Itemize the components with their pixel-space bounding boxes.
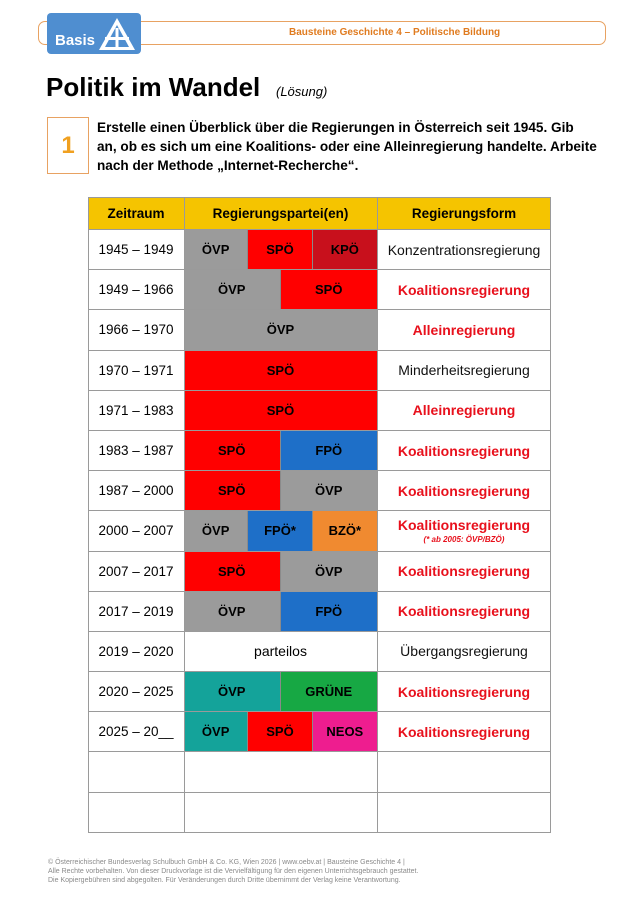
zeitraum-cell: 1949 – 1966 — [98, 282, 174, 298]
footer — [48, 858, 588, 885]
party-cell: ÖVP — [184, 592, 281, 631]
header-zeitraum: Zeitraum — [107, 205, 165, 221]
government-table — [88, 197, 551, 833]
table-row — [88, 391, 551, 431]
footnote-label: (* ab 2005: ÖVP/BZÖ) — [423, 535, 505, 545]
zeitraum-cell: 1983 – 1987 — [98, 443, 174, 459]
header-regierungsform: Regierungsform — [411, 205, 517, 221]
regierungsform-label: Übergangsregierung — [400, 643, 528, 660]
zeitraum-cell: 2017 – 2019 — [98, 603, 174, 619]
regierungsform-cell — [377, 752, 551, 791]
zeitraum-cell: 1971 – 1983 — [98, 402, 174, 418]
regierungsform-label: Koalitionsregierung — [397, 723, 531, 740]
regierungsform-cell — [377, 310, 551, 349]
table-row — [88, 672, 551, 712]
zeitraum-cell: 2025 – 20__ — [98, 724, 174, 740]
regierungsform-label: Alleinregierung — [412, 321, 516, 338]
party-cell: ÖVP — [184, 270, 281, 309]
table-row — [88, 752, 551, 792]
zeitraum-cell: 1966 – 1970 — [98, 322, 174, 338]
header-parteien: Regierungspartei(en) — [212, 205, 349, 221]
regierungsform-label: Koalitionsregierung — [397, 603, 531, 620]
regierungsform-label: Alleinregierung — [412, 402, 516, 419]
regierungsform-cell — [377, 672, 551, 711]
regierungsform-cell — [377, 632, 551, 671]
footer-line: Die Kopiergebühren sind abgegolten. Für Veränderungen durch Dritte übernimmt der Verlag keine Verantwortung. — [48, 877, 401, 884]
party-cell: GRÜNE — [281, 672, 378, 711]
party-cell: SPÖ — [184, 552, 281, 591]
party-cell: NEOS — [313, 712, 377, 751]
party-cell: SPÖ — [281, 270, 378, 309]
party-cell: ÖVP — [281, 471, 378, 510]
logo-triangle-icon — [97, 16, 137, 52]
party-cell: SPÖ — [184, 391, 377, 430]
regierungsform-cell — [377, 471, 551, 510]
zeitraum-cell — [88, 793, 184, 832]
table-row — [88, 431, 551, 471]
table-row — [88, 712, 551, 752]
table-row — [88, 270, 551, 310]
party-cell: SPÖ — [184, 431, 281, 470]
column-divider — [377, 197, 378, 833]
regierungsform-cell — [377, 230, 551, 269]
zeitraum-cell: 2007 – 2017 — [98, 563, 174, 579]
regierungsform-cell — [377, 351, 551, 390]
party-cell: ÖVP — [184, 672, 281, 711]
party-cell: ÖVP — [184, 511, 248, 550]
party-cell: FPÖ* — [248, 511, 312, 550]
footer-line: © Österreichischer Bundesverlag Schulbuch GmbH & Co. KG, Wien 2026 | www.oebv.at | Bausteine Geschichte 4 | — [48, 859, 405, 866]
table-row — [88, 592, 551, 632]
footer-line: Alle Rechte vorbehalten. Von dieser Druckvorlage ist die Vervielfältigung für den eigenen Unterrichtsgebrauch gestattet. — [48, 868, 419, 875]
zeitraum-cell: 2000 – 2007 — [98, 523, 174, 539]
table-row — [88, 552, 551, 592]
task-number: 1 — [61, 131, 75, 159]
party-cell: SPÖ — [184, 471, 281, 510]
party-cell: ÖVP — [184, 230, 248, 269]
zeitraum-cell — [88, 752, 184, 791]
regierungsform-label: Koalitionsregierung — [397, 442, 531, 459]
zeitraum-cell: 1970 – 1971 — [98, 362, 174, 378]
party-cell: ÖVP — [281, 552, 378, 591]
party-cell: FPÖ — [281, 431, 378, 470]
zeitraum-cell: 1987 – 2000 — [98, 483, 174, 499]
party-cell: SPÖ — [248, 712, 312, 751]
party-cell: SPÖ — [248, 230, 312, 269]
regierungsform-cell — [377, 391, 551, 430]
table-header-row — [88, 197, 551, 230]
table-row — [88, 471, 551, 511]
task-number-box — [47, 117, 89, 174]
task-instructions: Erstelle einen Überblick über die Regierungen in Österreich seit 1945. Gib an, ob es sich um eine Koalitions- oder eine Alleinregierung handelte. Arbeite nach der Methode „Internet-Recherche“. — [97, 120, 597, 173]
regierungsform-cell — [377, 431, 551, 470]
table-row — [88, 351, 551, 391]
zeitraum-cell: 1945 – 1949 — [98, 242, 174, 258]
page-subtitle: (Lösung) — [276, 84, 328, 99]
regierungsform-label: Koalitionsregierung — [397, 563, 531, 580]
table-row — [88, 793, 551, 833]
regierungsform-cell — [377, 270, 551, 309]
regierungsform-label: Koalitionsregierung — [397, 482, 531, 499]
table-row — [88, 511, 551, 551]
regierungsform-cell — [377, 552, 551, 591]
regierungsform-cell — [377, 511, 551, 550]
table-row — [88, 230, 551, 270]
regierungsform-label: Koalitionsregierung — [397, 281, 531, 298]
party-cell: BZÖ* — [313, 511, 377, 550]
party-cell: FPÖ — [281, 592, 378, 631]
regierungsform-cell — [377, 592, 551, 631]
party-cell: parteilos — [254, 643, 307, 660]
table-row — [88, 632, 551, 672]
party-cell: KPÖ — [313, 230, 377, 269]
logo-text: Basis — [55, 32, 96, 49]
regierungsform-cell — [377, 712, 551, 751]
page-title: Politik im Wandel — [46, 72, 261, 102]
basis-logo — [47, 13, 141, 54]
column-divider — [184, 197, 185, 833]
regierungsform-cell — [377, 793, 551, 832]
party-cell: SPÖ — [184, 351, 377, 390]
regierungsform-label: Koalitionsregierung — [397, 683, 531, 700]
party-cell: ÖVP — [184, 712, 248, 751]
regierungsform-label: Koalitionsregierung — [397, 517, 531, 534]
zeitraum-cell: 2019 – 2020 — [98, 643, 174, 659]
series-title: Bausteine Geschichte 4 – Politische Bildung — [289, 27, 501, 38]
party-cell: ÖVP — [184, 310, 377, 349]
zeitraum-cell: 2020 – 2025 — [98, 684, 174, 700]
regierungsform-label: Minderheitsregierung — [398, 362, 530, 379]
table-row — [88, 310, 551, 350]
regierungsform-label: Konzentrationsregierung — [387, 241, 541, 258]
